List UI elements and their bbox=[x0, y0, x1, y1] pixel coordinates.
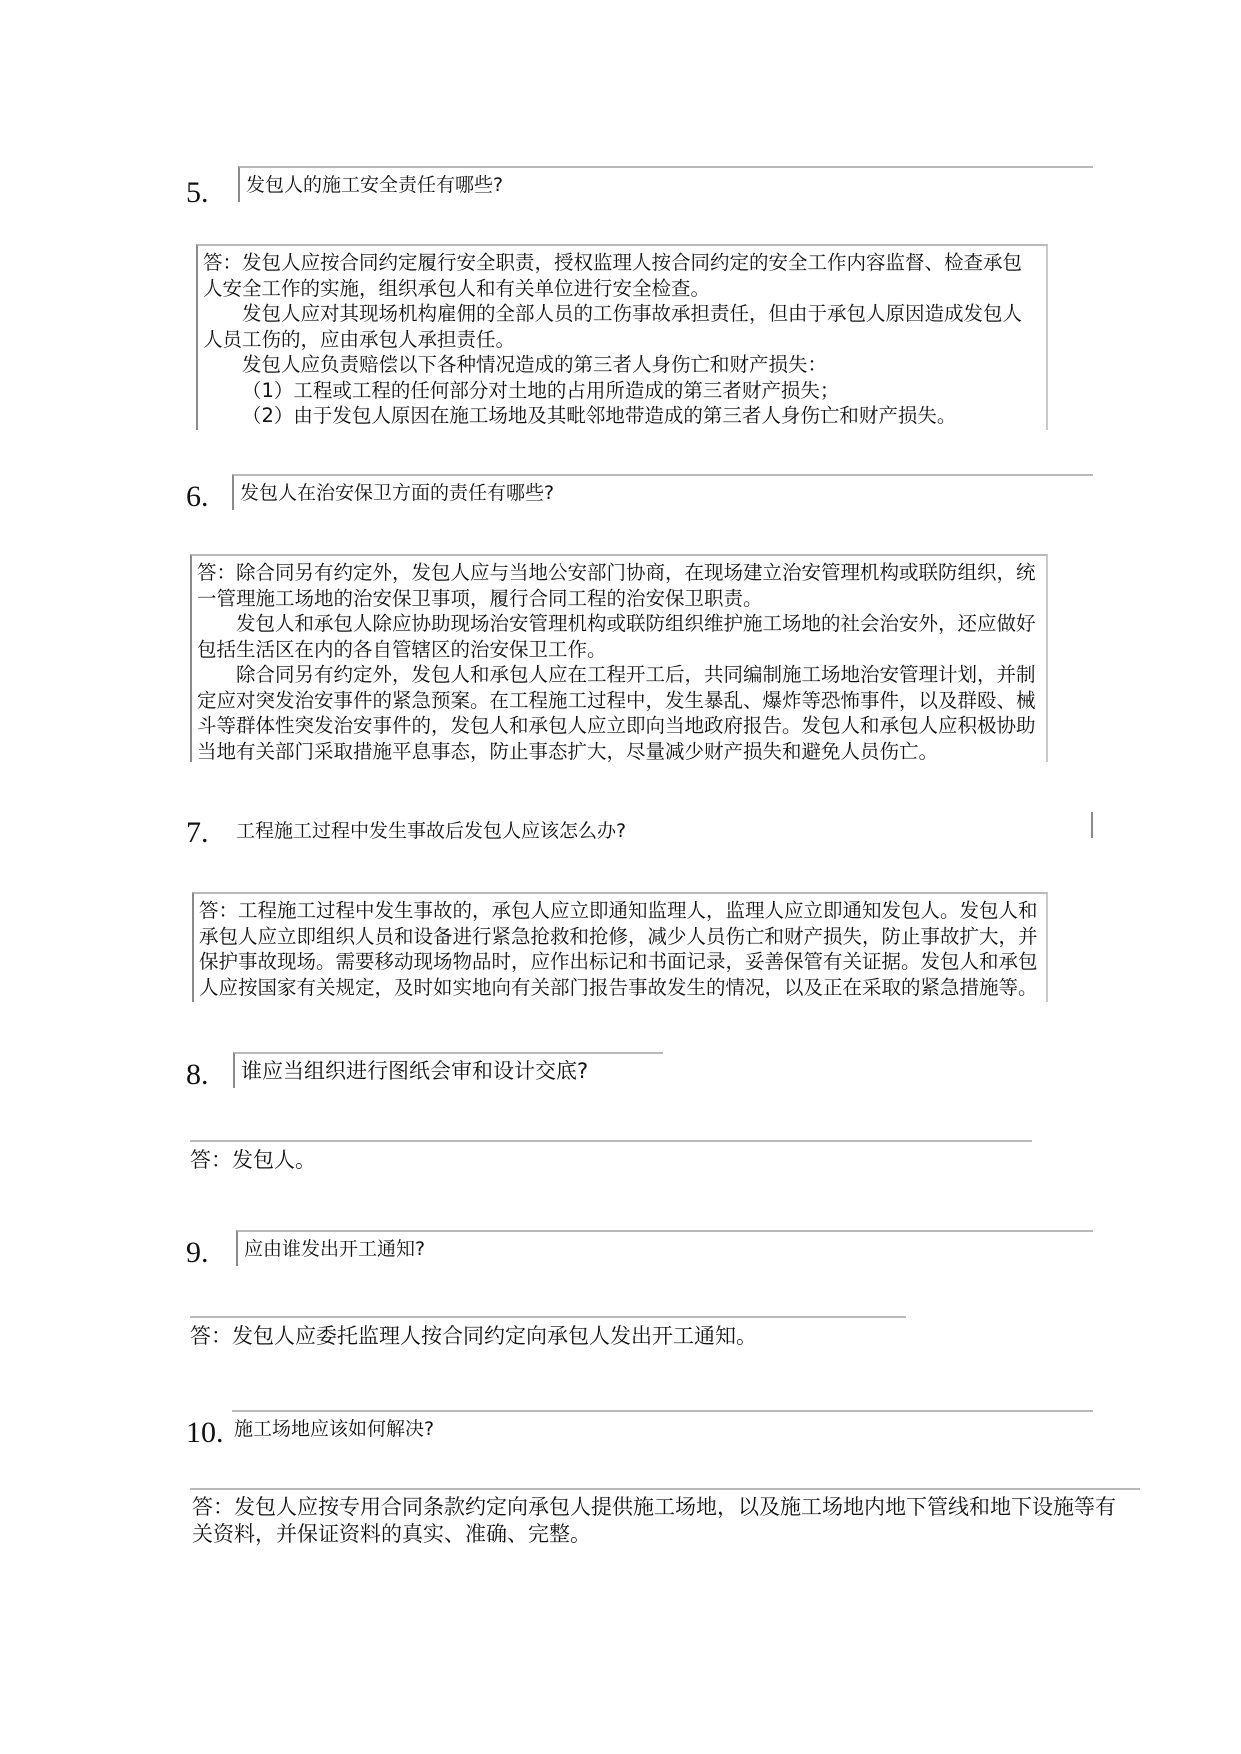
question-box: 工程施工过程中发生事故后发包人应该怎么办? bbox=[236, 820, 627, 842]
question-box: 发包人在治安保卫方面的责任有哪些? bbox=[232, 474, 1093, 510]
answer-paragraph: 答：发包人应按专用合同条款约定向承包人提供施工场地，以及施工场地内地下管线和地下设施等有关资料，并保证资料的真实、准确、完整。 bbox=[192, 1495, 1116, 1546]
question-number: 9. bbox=[186, 1236, 209, 1269]
question-number: 7. bbox=[186, 816, 209, 849]
answer-list-item: （1）工程或工程的任何部分对土地的占用所造成的第三者财产损失； bbox=[242, 378, 840, 402]
answer-box bbox=[190, 554, 1048, 762]
answer-paragraph: 答：除合同另有约定外，发包人应与当地公安部门协商，在现场建立治安管理机构或联防组织，统一管理施工场地的治安保卫事项，履行合同工程的治安保卫职责。 bbox=[197, 561, 1036, 610]
answer-paragraph: 发包人应负责赔偿以下各种情况造成的第三者人身伤亡和财产损失： bbox=[242, 353, 828, 376]
question-number: 10. bbox=[186, 1416, 224, 1449]
answer-box bbox=[196, 244, 1048, 430]
answer-text: 答：发包人。 bbox=[190, 1148, 316, 1172]
answer-paragraph: 发包人应对其现场机构雇佣的全部人员的工伤事故承担责任，但由于承包人原因造成发包人人员工伤的，应由承包人承担责任。 bbox=[203, 302, 1023, 351]
answer-box bbox=[192, 892, 1048, 1002]
question-number: 6. bbox=[186, 480, 209, 513]
answer-box bbox=[190, 1488, 1140, 1548]
answer-paragraph: 除合同另有约定外，发包人和承包人应在工程开工后，共同编制施工场地治安管理计划，并制定应对突发治安事件的紧急预案。在工程施工过程中，发生暴乱、爆炸等恐怖事件，以及群殴、械斗等群体性突发治安事件的，发包人和承包人应立即向当地政府报告。发包人和承包人应积极协助当地有关部门采取措施平息事态，防止事态扩大，尽量减少财产损失和避免人员伤亡。 bbox=[197, 663, 1036, 763]
answer-text: 答：发包人应委托监理人按合同约定向承包人发出开工通知。 bbox=[190, 1324, 757, 1348]
answer-paragraph: 答：发包人应按合同约定履行安全职责，授权监理人按合同约定的安全工作内容监督、检查承包人安全工作的实施，组织承包人和有关单位进行安全检查。 bbox=[203, 251, 1023, 300]
question-box: 发包人的施工安全责任有哪些? bbox=[238, 166, 1093, 202]
question-box-edge bbox=[1091, 812, 1093, 838]
question-box: 施工场地应该如何解决? bbox=[234, 1418, 435, 1440]
question-box: 应由谁发出开工通知? bbox=[236, 1230, 1093, 1266]
question-number: 5. bbox=[186, 176, 209, 209]
answer-top-line bbox=[190, 1316, 906, 1318]
question-number: 8. bbox=[186, 1058, 209, 1091]
question-box: 谁应当组织进行图纸会审和设计交底? bbox=[233, 1052, 663, 1088]
answer-top-line bbox=[190, 1140, 1032, 1142]
answer-list-item: （2）由于发包人原因在施工场地及其毗邻地带造成的第三者人身伤亡和财产损失。 bbox=[242, 404, 957, 427]
answer-paragraph: 答：工程施工过程中发生事故的，承包人应立即通知监理人，监理人应立即通知发包人。发包人和承包人应立即组织人员和设备进行紧急抢救和抢修，减少人员伤亡和财产损失，防止事故扩大，并保护事故现场。需要移动现场物品时，应作出标记和书面记录，妥善保管有关证据。发包人和承包人应按国家有关规定，及时如实地向有关部门报告事故发生的情况，以及正在采取的紧急措施等。 bbox=[199, 899, 1038, 999]
answer-paragraph: 发包人和承包人除应协助现场治安管理机构或联防组织维护施工场地的社会治安外，还应做好包括生活区在内的各自管辖区的治安保卫工作。 bbox=[197, 612, 1036, 661]
